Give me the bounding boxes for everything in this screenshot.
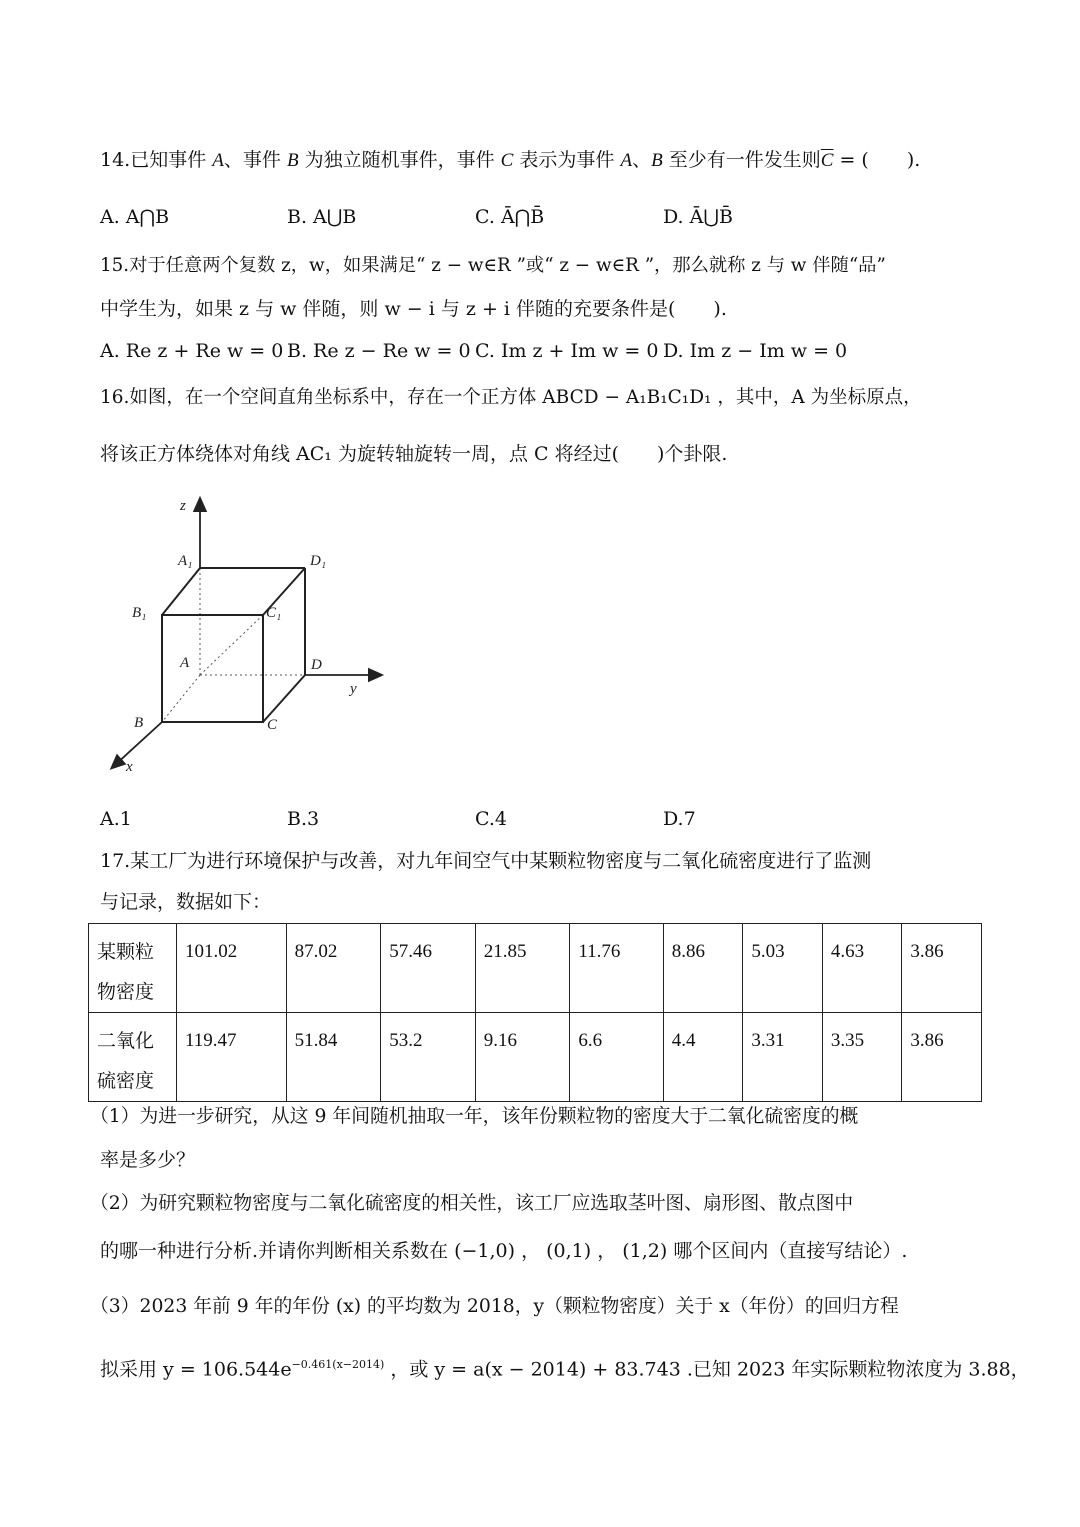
q14-option-a: A. A⋂B [100,206,170,228]
table-cell: 87.02 [286,924,381,1013]
table-row [89,1013,982,1102]
q17-line-1: 17.某工厂为进行环境保护与改善，对九年间空气中某颗粒物密度与二氧化硫密度进行了监测 [100,850,872,872]
label-b1: B₁ [132,605,147,621]
q17-part1-line-2: 率是多少？ [100,1149,196,1171]
q14-stem: 14.已知事件 A、事件 B 为独立随机事件，事件 C 表示为事件 A、B 至少有一件发生则$\overline{C}$ = ( ). [100,149,921,171]
table-cell: 53.2 [381,1013,476,1102]
q16-line-2: 将该正方体绕体对角线 AC₁ 为旋转轴旋转一周，点 C 将经过( )个卦限. [100,443,728,465]
table-cell: 9.16 [475,1013,570,1102]
label-d1: D₁ [310,553,327,569]
table-cell: 6.6 [570,1013,663,1102]
label-d: D [311,657,322,673]
table-row [89,924,982,1013]
q16-option-a: A.1 [100,808,132,830]
q16-option-c: C.4 [475,808,507,830]
q17-part2-line-1: （2）为研究颗粒物密度与二氧化硫密度的相关性，该工厂应选取茎叶图、扇形图、散点图中 [90,1193,854,1214]
table-cell: 3.31 [743,1013,823,1102]
cube-figure [100,495,400,785]
table-cell: 57.46 [381,924,476,1013]
q16-line-1: 16.如图，在一个空间直角坐标系中，存在一个正方体 ABCD − A₁B₁C₁D₁ ，其中，A 为坐标原点， [100,387,922,408]
q15-line-1: 15.对于任意两个复数 z，w，如果满足“ z − w∈R ”或“ z − w∈R ”，那么就称 z 与 w 伴随“品” [100,255,886,276]
label-c: C [267,717,278,733]
label-a1: A₁ [178,553,193,569]
data-table [88,923,982,1102]
table-cell: 3.35 [822,1013,902,1102]
table-cell: 119.47 [177,1013,287,1102]
table-cell: 3.86 [902,924,982,1013]
q15-option-a: A. Re z + Re w = 0 [100,340,284,362]
table-cell: 4.4 [663,1013,743,1102]
table-cell: 11.76 [570,924,663,1013]
q17-part3-line-2: 拟采用 $y = 106.544e^{-0.461(x-2014)}$ ，或 y = a(x − 2014) + 83.743 .已知 2023 年实际颗粒物浓度为 3.88， [100,1358,1030,1381]
label-a: A [180,655,190,671]
q16-option-b: B.3 [287,808,320,830]
table-cell: 101.02 [177,924,287,1013]
q14-option-b: B. A⋃B [287,206,357,228]
q17-part2-line-2: 的哪一种进行分析.并请你判断相关系数在 (−1,0) ， (0,1) ， (1,2) 哪个区间内（直接写结论）. [100,1240,908,1262]
label-b: B [134,715,144,731]
label-z: z [180,498,186,514]
label-y: y [350,681,357,697]
row-header: 某颗粒 物密度 [89,924,177,1013]
q17-part1-line-1: （1）为进一步研究，从这 9 年间随机抽取一年，该年份颗粒物的密度大于二氧化硫密度的概 [90,1106,859,1127]
q14-option-d: D. Ā⋃B̄ [663,206,733,228]
q17-part3-line-1: （3）2023 年前 9 年的年份 (x) 的平均数为 2018，y（颗粒物密度）关于 x（年份）的回归方程 [90,1296,899,1317]
table-cell: 5.03 [743,924,823,1013]
q15-option-d: D. Im z − Im w = 0 [663,340,848,362]
q15-option-c: C. Im z + Im w = 0 [475,340,659,362]
table-cell: 21.85 [475,924,570,1013]
table-cell: 4.63 [822,924,902,1013]
label-x: x [126,759,133,775]
q15-line-2: 中学生为，如果 z 与 w 伴随，则 w − i 与 z + i 伴随的充要条件是( ). [100,298,727,320]
q17-line-2: 与记录，数据如下： [100,891,272,913]
table-cell: 8.86 [663,924,743,1013]
label-c1: C₁ [266,605,282,621]
row-header: 二氧化 硫密度 [89,1013,177,1102]
cube-diagram [100,495,400,785]
table-cell: 51.84 [286,1013,381,1102]
q16-option-d: D.7 [663,808,696,830]
table-cell: 3.86 [902,1013,982,1102]
visible-edges [162,568,305,722]
q14-option-c: C. Ā⋂B̄ [475,206,545,228]
q15-option-b: B. Re z − Re w = 0 [287,340,471,362]
